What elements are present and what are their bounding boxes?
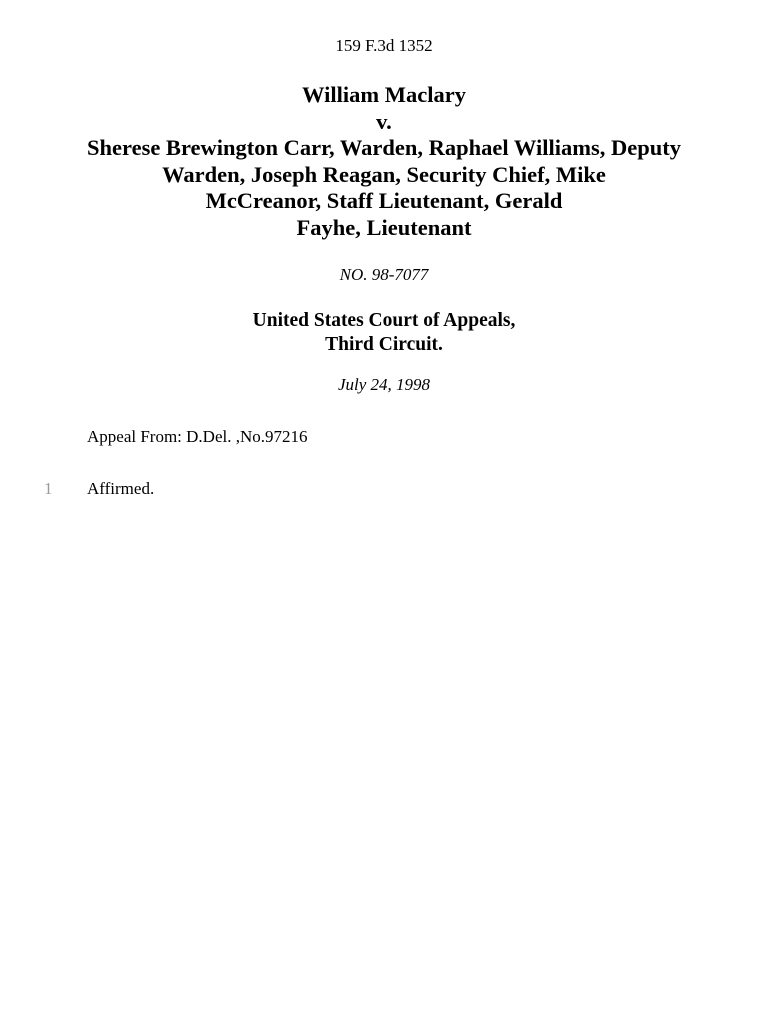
paragraph-text: Affirmed. (87, 479, 155, 498)
court-line-1: United States Court of Appeals, (252, 310, 516, 331)
title-line-defendants-4: Fayhe, Lieutenant (296, 214, 472, 240)
case-citation: 159 F.3d 1352 (335, 36, 433, 55)
docket-number: NO. 98-7077 (339, 265, 429, 284)
court-line-2: Third Circuit. (325, 334, 443, 355)
title-line-defendants-3: McCreanor, Staff Lieutenant, Gerald (205, 188, 563, 213)
appeal-from: Appeal From: D.Del. ,No.97216 (87, 427, 308, 446)
title-line-plaintiff: William Maclary (302, 82, 466, 107)
paragraph-number: 1 (44, 479, 53, 498)
court-name (0, 309, 768, 357)
decision-date: July 24, 1998 (337, 375, 431, 394)
title-line-versus: v. (376, 108, 392, 134)
case-title (30, 82, 738, 241)
title-line-defendants-1: Sherese Brewington Carr, Warden, Raphael Williams, Deputy (86, 135, 681, 160)
title-line-defendants-2: Warden, Joseph Reagan, Security Chief, Mike (162, 161, 606, 187)
